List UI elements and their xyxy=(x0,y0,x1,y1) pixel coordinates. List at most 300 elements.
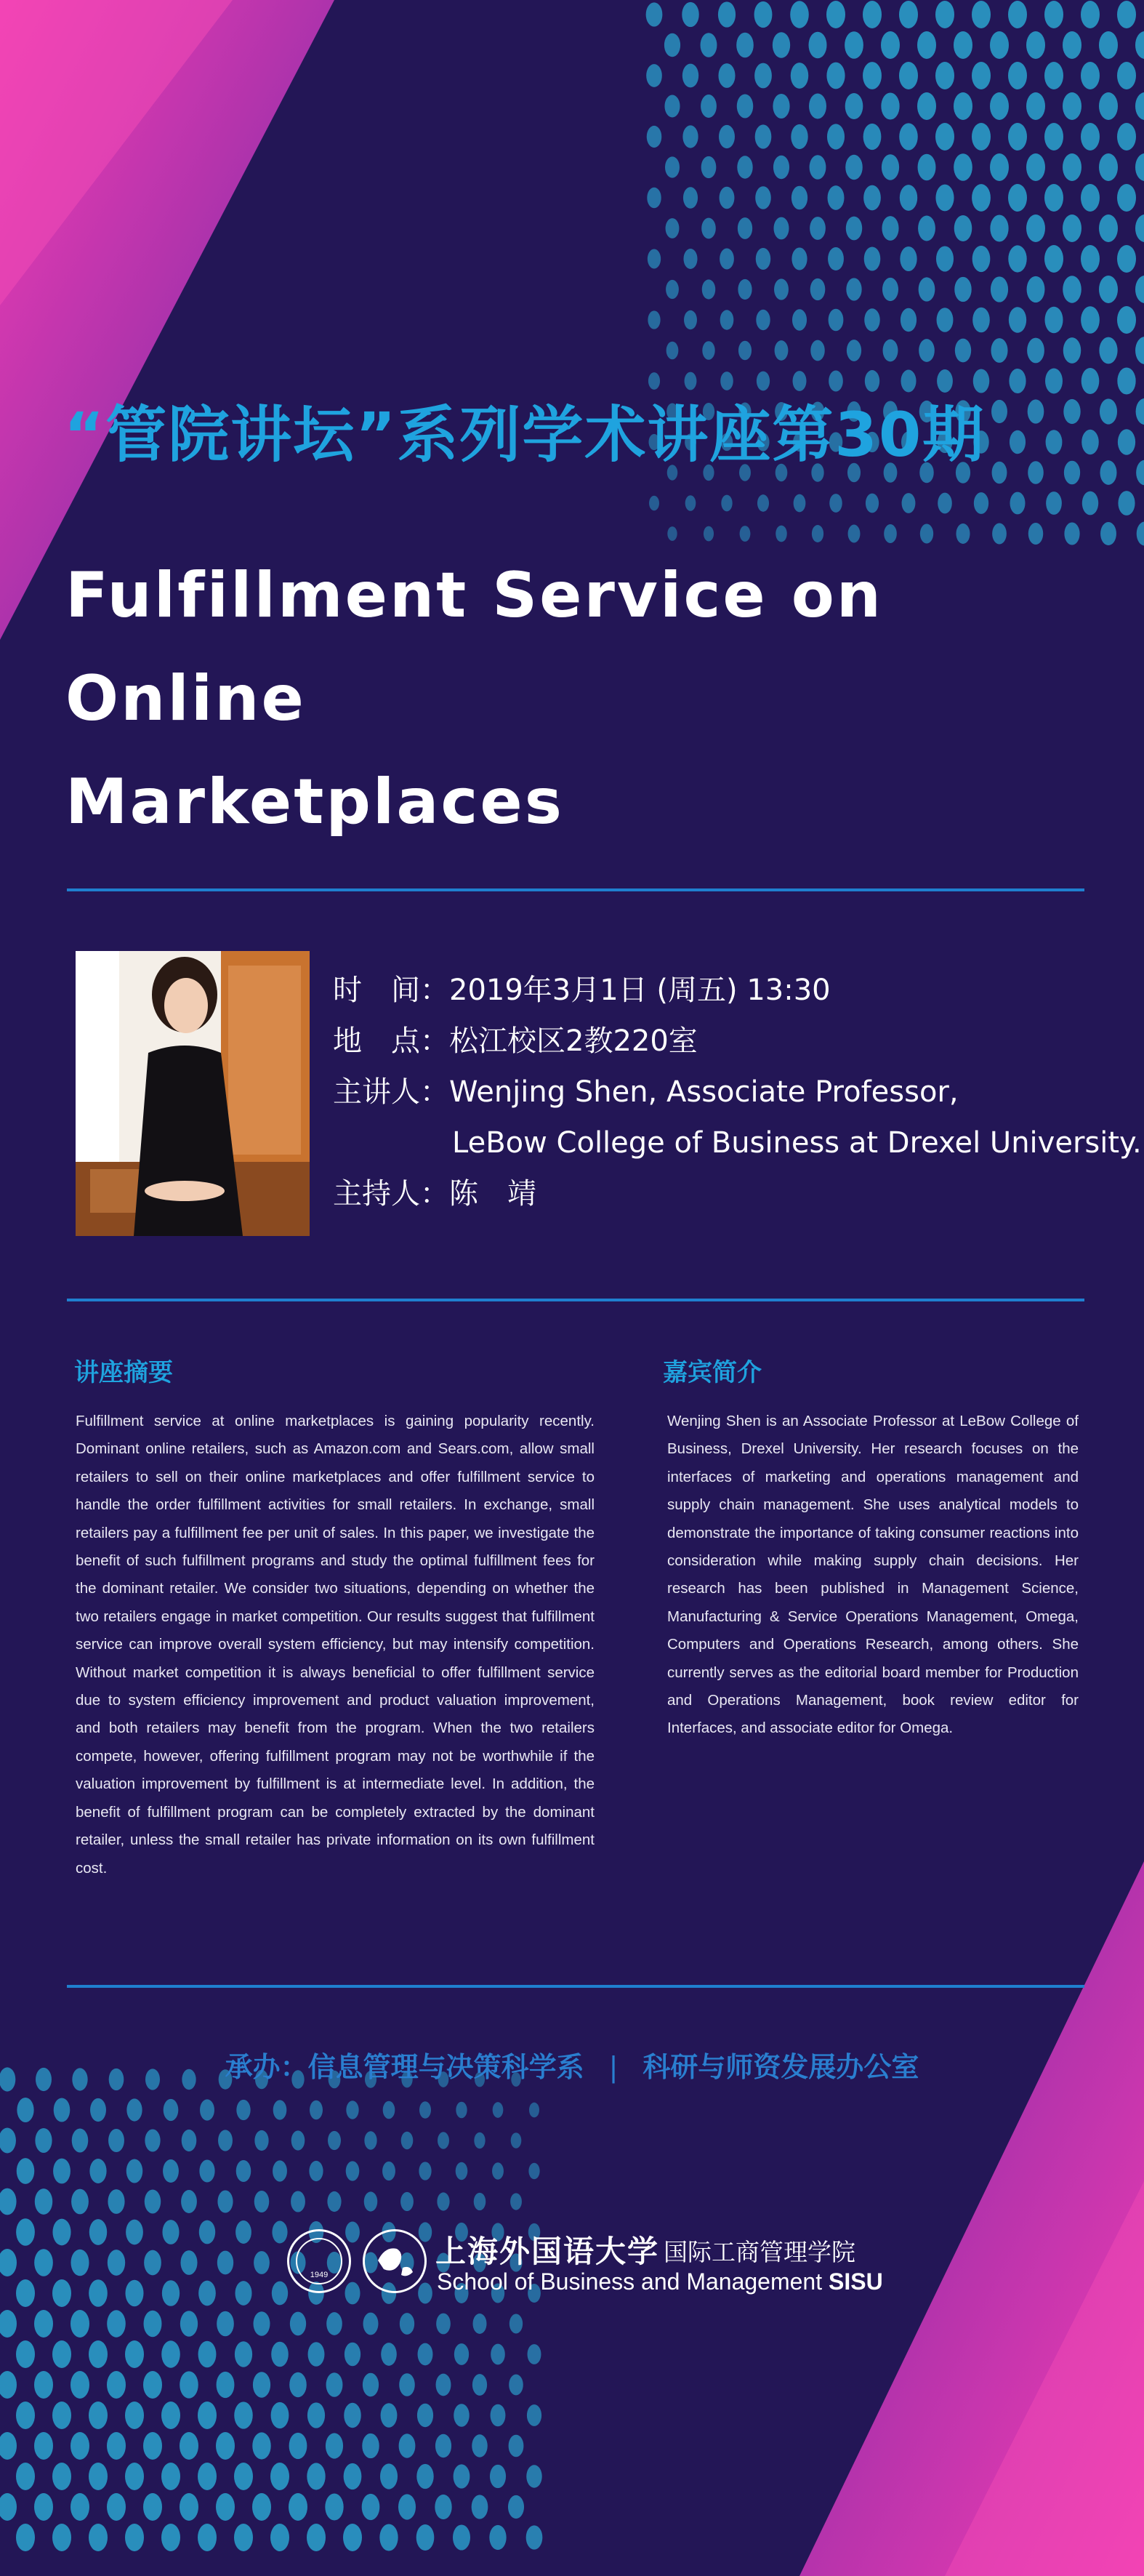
decorative-dot xyxy=(181,2190,197,2213)
speaker-value-line2: LeBow College of Business at Drexel University. xyxy=(452,1126,1142,1160)
decorative-dot xyxy=(972,308,990,333)
decorative-dot xyxy=(954,31,972,59)
decorative-dot xyxy=(666,218,680,238)
decorative-dot xyxy=(343,2524,362,2551)
globe-icon xyxy=(365,2231,424,2291)
decorative-dot xyxy=(719,125,735,148)
decorative-dot xyxy=(1027,276,1045,302)
decorative-dot xyxy=(701,156,717,178)
decorative-dot xyxy=(437,2192,449,2210)
decorative-dot xyxy=(1081,368,1100,394)
decorative-dot xyxy=(919,339,935,362)
decorative-dot xyxy=(145,2129,160,2151)
decorative-dot xyxy=(108,2189,124,2214)
decorative-dot xyxy=(737,156,752,178)
decorative-dot xyxy=(685,495,696,511)
decorative-dot xyxy=(53,2159,71,2184)
decorative-dot xyxy=(435,2434,451,2457)
decorative-dot xyxy=(218,2130,233,2151)
decorative-dot xyxy=(866,494,879,513)
decorative-dot xyxy=(664,33,680,57)
decorative-dot xyxy=(935,185,954,212)
decorative-dot xyxy=(1136,460,1144,486)
decorative-dot xyxy=(1099,337,1117,364)
decorative-dot xyxy=(1135,337,1144,364)
decorative-dot xyxy=(1010,492,1025,515)
decorative-dot xyxy=(1135,153,1144,181)
decorative-dot xyxy=(990,215,1008,242)
organizer-separator: | xyxy=(608,2051,619,2083)
decorative-dot xyxy=(720,310,734,329)
decorative-dot xyxy=(398,2494,416,2519)
decorative-dot xyxy=(1044,62,1063,89)
decorative-dot xyxy=(346,2100,358,2119)
decorative-dot xyxy=(235,2220,251,2244)
decorative-dot xyxy=(144,2250,161,2276)
decorative-dot xyxy=(646,64,662,87)
school-name-en-prefix: School of Business and Management xyxy=(437,2268,829,2295)
decorative-dot xyxy=(992,523,1007,545)
decorative-dot xyxy=(1008,1,1027,28)
decorative-dot xyxy=(491,2344,505,2365)
decorative-dot xyxy=(954,153,972,181)
decorative-dot xyxy=(775,340,789,361)
decorative-dot xyxy=(89,2279,108,2306)
decorative-dot xyxy=(1046,491,1062,515)
decorative-dot xyxy=(90,2098,106,2122)
decorative-dot xyxy=(1008,245,1026,272)
decorative-dot xyxy=(683,187,698,209)
decorative-dot xyxy=(881,31,900,59)
decorative-dot xyxy=(664,95,680,118)
decorative-dot xyxy=(740,526,751,542)
decorative-dot xyxy=(755,186,771,209)
decorative-dot xyxy=(917,31,936,59)
decorative-dot xyxy=(0,2493,17,2521)
decorative-dot xyxy=(362,2433,379,2458)
decorative-dot xyxy=(1026,214,1045,242)
school-logo xyxy=(287,2226,890,2299)
decorative-dot xyxy=(974,492,988,514)
decorative-dot xyxy=(972,1,991,28)
decorative-dot xyxy=(52,2279,71,2307)
decorative-dot xyxy=(1099,153,1118,181)
lecture-title-line1: Fulfillment Service on Online xyxy=(65,559,884,735)
decorative-dot xyxy=(646,2,663,26)
decorative-dot xyxy=(0,2128,16,2154)
decorative-dot xyxy=(791,186,807,210)
decorative-dot xyxy=(883,340,898,362)
decorative-dot xyxy=(1099,214,1118,242)
decorative-dot xyxy=(938,493,952,514)
decorative-dot xyxy=(682,125,698,148)
decorative-dot xyxy=(774,278,789,300)
decorative-dot xyxy=(1009,307,1026,333)
decorative-dot xyxy=(162,2280,180,2306)
decorative-dot xyxy=(683,249,697,269)
decorative-dot xyxy=(180,2493,198,2521)
decorative-dot xyxy=(864,246,881,270)
info-host xyxy=(333,1176,536,1211)
decorative-dot xyxy=(845,31,863,59)
decorative-dot xyxy=(918,154,936,180)
decorative-dot xyxy=(0,2371,17,2399)
decorative-dot xyxy=(1081,62,1100,89)
decorative-dot xyxy=(328,2131,341,2150)
decorative-dot xyxy=(344,2403,361,2428)
decorative-dot xyxy=(1044,1,1063,28)
decorative-dot xyxy=(490,2465,506,2488)
decorative-dot xyxy=(682,64,698,88)
decorative-dot xyxy=(718,1,736,27)
decorative-dot xyxy=(792,309,807,330)
decorative-dot xyxy=(236,2100,250,2120)
decorative-dot xyxy=(810,340,825,361)
decorative-dot xyxy=(848,525,861,543)
decorative-dot xyxy=(436,2374,451,2396)
decorative-dot xyxy=(52,2219,71,2246)
decorative-dot xyxy=(1044,184,1063,212)
decorative-dot xyxy=(1044,307,1063,334)
decorative-dot xyxy=(510,2193,522,2210)
decorative-dot xyxy=(16,2279,35,2307)
decorative-dot xyxy=(234,2402,252,2428)
decorative-dot xyxy=(919,277,935,301)
decorative-dot xyxy=(34,2432,53,2460)
decorative-dot xyxy=(161,2340,180,2367)
decorative-dot xyxy=(863,185,881,211)
decorative-dot xyxy=(254,2191,269,2212)
decorative-dot xyxy=(508,2495,524,2519)
decorative-dot xyxy=(416,2524,435,2551)
decorative-dot xyxy=(991,276,1008,302)
divider-top xyxy=(67,888,1084,891)
decorative-dot xyxy=(1117,62,1136,89)
decorative-dot xyxy=(492,2162,504,2179)
decorative-dot xyxy=(435,2495,451,2519)
decorative-dot xyxy=(704,526,714,542)
decorative-dot xyxy=(71,2310,89,2338)
decorative-dot xyxy=(529,2103,539,2118)
decorative-dot xyxy=(682,2,698,27)
decorative-dot xyxy=(755,124,772,148)
decorative-dot xyxy=(773,217,789,240)
decorative-dot xyxy=(72,2128,89,2152)
organizer-right: 科研与师资发展办公室 xyxy=(643,2051,919,2083)
organizer-line xyxy=(0,2045,1144,2085)
time-label: 时 间： xyxy=(333,974,449,1007)
decorative-dot xyxy=(217,2251,233,2275)
decorative-dot xyxy=(1099,92,1118,120)
decorative-dot xyxy=(52,2524,71,2551)
bio-heading: 嘉宾简介 xyxy=(663,1358,762,1387)
decorative-dot xyxy=(144,2311,162,2337)
decorative-dot xyxy=(474,2193,486,2210)
decorative-dot xyxy=(902,493,916,513)
decorative-dot xyxy=(472,2374,487,2396)
decorative-dot xyxy=(899,1,918,28)
info-place xyxy=(333,1024,698,1059)
decorative-dot xyxy=(383,2101,395,2119)
decorative-dot xyxy=(290,2312,306,2336)
decorative-dot xyxy=(454,2464,470,2488)
decorative-dot xyxy=(198,2281,216,2306)
decorative-dot xyxy=(863,1,882,28)
decorative-dot xyxy=(126,2159,143,2183)
decorative-dot xyxy=(272,2221,287,2244)
decorative-dot xyxy=(89,2159,106,2183)
decorative-dot xyxy=(235,2281,251,2306)
decorative-dot xyxy=(1135,31,1144,59)
decorative-dot xyxy=(701,33,717,57)
decorative-dot xyxy=(307,2402,325,2428)
decorative-dot xyxy=(161,2524,180,2551)
decorative-dot xyxy=(234,2524,253,2551)
decorative-dot xyxy=(791,124,807,149)
decorative-dot xyxy=(254,2311,270,2336)
decorative-dot xyxy=(990,153,1009,181)
host-value: 陈 靖 xyxy=(449,1177,536,1211)
decorative-dot xyxy=(326,2372,343,2397)
decorative-dot xyxy=(1135,92,1144,120)
decorative-dot xyxy=(1081,123,1100,151)
decorative-dot xyxy=(71,2493,89,2521)
decorative-dot xyxy=(1117,123,1136,151)
decorative-dot xyxy=(454,2404,470,2427)
decorative-dot xyxy=(1136,398,1144,425)
decorative-dot xyxy=(381,2343,397,2366)
decorative-dot xyxy=(1081,1,1100,28)
decorative-dot xyxy=(1045,368,1063,393)
decorative-dot xyxy=(990,31,1009,59)
decorative-dot xyxy=(899,123,918,150)
decorative-dot xyxy=(34,2493,53,2521)
decorative-dot xyxy=(956,523,970,544)
decorative-dot xyxy=(773,32,790,58)
decorative-dot xyxy=(865,370,879,392)
decorative-dot xyxy=(126,2098,142,2121)
decorative-dot xyxy=(456,2162,468,2180)
decorative-dot xyxy=(0,2432,17,2460)
decorative-dot xyxy=(380,2463,398,2489)
decorative-dot xyxy=(89,2463,108,2490)
decorative-dot xyxy=(216,2493,235,2521)
decorative-dot xyxy=(526,2465,541,2487)
decorative-dot xyxy=(271,2342,289,2367)
decorative-dot xyxy=(217,2190,233,2212)
decorative-dot xyxy=(145,2190,161,2214)
organizer-left: 承办：信息管理与决策科学系 xyxy=(225,2051,584,2083)
decorative-dot xyxy=(826,1,845,28)
decorative-dot xyxy=(511,2132,522,2148)
decorative-dot xyxy=(71,2250,89,2276)
decorative-dot xyxy=(991,338,1007,363)
decorative-dot xyxy=(217,2372,235,2398)
abstract-text: Fulfillment service at online marketplaces is gaining popularity recently. Dominant online retailers, such as Amazon.com and Sears.com, allow small retailers to sell on their online marketplaces and offer fulfillment service to handle the order fulfillment activities for small retailers. In exchange, small retailers pay a fulfillment fee per unit of sales. In this paper, we investigate the benefit of such fulfillment programs and study the optimal fulfillment fees for the dominant retailer. We consider two situations, depending on whether the two retailers engage in market competition. Our results suggest that fulfillment service can improve overall system efficiency, but may intensify competition. Without market competition it is always beneficial to offer fulfillment service due to system efficiency improvement and product valuation improvement, and both retailers may benefit from the program. When the two retailers compete, however, offering fulfillment program may not be worthwhile if the valuation improvement by fulfillment is at intermediate level. In addition, the benefit of fulfillment program can be completely extracted by the dominant retailer, unless the small retailer has private information on its own fulfillment cost. xyxy=(76,1413,595,1877)
place-value: 松江校区2教220室 xyxy=(449,1024,698,1058)
decorative-dot xyxy=(901,370,916,393)
decorative-dot xyxy=(489,2525,506,2550)
decorative-dot xyxy=(125,2463,144,2490)
decorative-dot xyxy=(71,2432,89,2460)
decorative-dot xyxy=(828,247,844,270)
decorative-dot xyxy=(71,2189,89,2215)
decorative-dot xyxy=(738,279,752,300)
decorative-dot xyxy=(847,340,861,361)
decorative-dot xyxy=(864,308,879,331)
decorative-dot xyxy=(419,2162,431,2180)
decorative-dot xyxy=(1026,31,1045,59)
decorative-dot xyxy=(936,246,954,271)
decorative-dot xyxy=(776,526,787,542)
decorative-dot xyxy=(528,2163,539,2179)
decorative-dot xyxy=(438,2132,449,2148)
decorative-dot xyxy=(198,2402,217,2429)
decorative-dot xyxy=(126,2280,144,2307)
decorative-dot xyxy=(828,185,845,210)
info-speaker xyxy=(333,1075,959,1110)
decorative-dot xyxy=(509,2435,524,2457)
divider-bottom xyxy=(67,1985,1084,1988)
decorative-dot xyxy=(1027,338,1044,364)
decorative-dot xyxy=(810,278,826,300)
decorative-dot xyxy=(161,2463,180,2490)
decorative-dot xyxy=(702,341,714,360)
decorative-dot xyxy=(198,2524,217,2551)
decorative-dot xyxy=(1100,522,1116,545)
decorative-dot xyxy=(16,2463,35,2490)
decorative-dot xyxy=(1117,1,1136,28)
decorative-dot xyxy=(810,155,826,179)
decorative-dot xyxy=(270,2463,289,2490)
decorative-dot xyxy=(16,2402,35,2429)
decorative-dot xyxy=(310,2100,323,2119)
decorative-dot xyxy=(884,524,897,543)
decorative-dot xyxy=(720,187,735,209)
decorative-dot xyxy=(180,2371,198,2398)
decorative-dot xyxy=(1081,184,1100,212)
decorative-dot xyxy=(344,2463,362,2489)
decorative-dot xyxy=(901,308,917,332)
decorative-dot xyxy=(863,124,882,150)
decorative-dot xyxy=(667,526,677,541)
decorative-dot xyxy=(54,2098,71,2122)
university-seal-icon xyxy=(287,2229,351,2293)
decorative-dot xyxy=(666,342,679,360)
decorative-dot xyxy=(309,2161,323,2181)
decorative-dot xyxy=(1099,31,1118,59)
decorative-dot xyxy=(52,2340,71,2368)
decorative-dot xyxy=(1063,153,1081,181)
decorative-dot xyxy=(162,2220,179,2244)
decorative-dot xyxy=(1026,153,1045,181)
decorative-dot xyxy=(381,2403,398,2427)
decorative-dot xyxy=(16,2524,35,2551)
decorative-dot xyxy=(254,2251,270,2274)
decorative-dot xyxy=(827,124,845,149)
decorative-dot xyxy=(793,371,807,391)
decorative-dot xyxy=(307,2463,325,2489)
decorative-dot xyxy=(289,2433,307,2459)
decorative-dot xyxy=(419,2101,431,2119)
decorative-dot xyxy=(1099,276,1118,303)
decorative-dot xyxy=(89,2524,108,2551)
decorative-dot xyxy=(846,278,861,300)
decorative-dot xyxy=(935,62,954,89)
info-time xyxy=(333,973,831,1008)
decorative-dot xyxy=(107,2310,126,2337)
decorative-dot xyxy=(1118,491,1135,515)
decorative-dot xyxy=(754,1,773,28)
decorative-dot xyxy=(182,2130,197,2151)
decorative-dot xyxy=(810,217,826,240)
decorative-dot xyxy=(362,2494,380,2520)
decorative-dot xyxy=(472,2314,486,2334)
decorative-dot xyxy=(418,2343,433,2366)
decorative-dot xyxy=(900,246,917,271)
decorative-dot xyxy=(491,2404,506,2427)
decorative-dot xyxy=(252,2432,270,2459)
decorative-dot xyxy=(180,2250,197,2275)
decorative-dot xyxy=(812,525,823,542)
decorative-dot xyxy=(107,2371,126,2399)
decorative-dot xyxy=(1008,184,1027,212)
decorative-dot xyxy=(881,92,899,119)
decorative-dot xyxy=(308,2342,325,2367)
decorative-dot xyxy=(1026,92,1045,120)
decorative-dot xyxy=(954,215,972,241)
decorative-dot xyxy=(526,2525,543,2549)
decorative-dot xyxy=(161,2402,180,2429)
decorative-dot xyxy=(289,2372,307,2397)
decorative-dot xyxy=(955,339,971,363)
decorative-dot xyxy=(809,93,826,119)
decorative-dot xyxy=(52,2402,71,2429)
series-title: “管院讲坛”系列学术讲座第30期 xyxy=(64,399,986,470)
decorative-dot xyxy=(234,2463,253,2490)
decorative-dot xyxy=(35,2128,52,2153)
dot-pattern-bottom-left xyxy=(0,2067,542,2551)
decorative-dot xyxy=(400,2192,414,2211)
decorative-dot xyxy=(972,62,991,89)
decorative-dot xyxy=(271,2402,289,2428)
decorative-dot xyxy=(417,2404,433,2427)
decorative-dot xyxy=(289,2493,307,2521)
decorative-dot xyxy=(216,2432,235,2460)
decorative-dot xyxy=(720,372,733,390)
decorative-dot xyxy=(272,2282,288,2306)
decorative-dot xyxy=(252,2493,271,2521)
decorative-dot xyxy=(808,32,826,59)
decorative-dot xyxy=(1063,214,1081,242)
decorative-dot xyxy=(89,2219,107,2245)
decorative-dot xyxy=(1117,367,1135,394)
lecture-title-line2: Marketplaces xyxy=(65,766,564,838)
decorative-dot xyxy=(307,2524,326,2551)
decorative-dot xyxy=(917,92,936,120)
decorative-dot xyxy=(738,217,752,239)
decorative-dot xyxy=(474,2132,485,2149)
decorative-dot xyxy=(180,2432,198,2460)
decorative-dot xyxy=(773,94,789,119)
decorative-dot xyxy=(882,216,898,241)
decorative-dot xyxy=(217,2311,234,2337)
decorative-dot xyxy=(754,63,772,89)
decorative-dot xyxy=(107,2432,126,2460)
decorative-dot xyxy=(826,63,845,89)
decorative-dot xyxy=(16,2218,35,2246)
decorative-dot xyxy=(493,2102,504,2118)
